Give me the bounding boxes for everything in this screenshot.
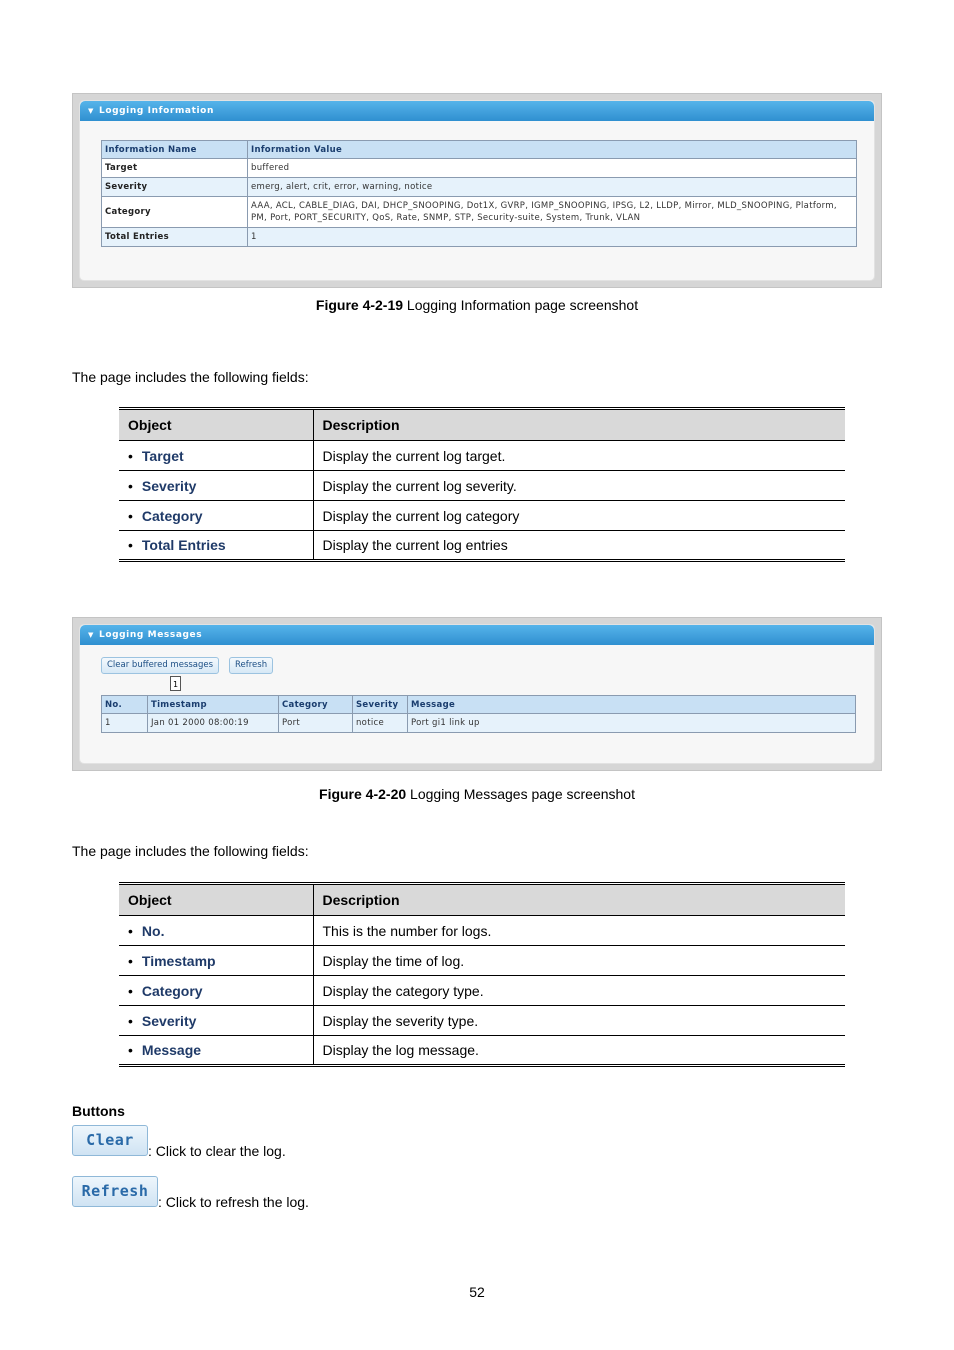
refresh-button-large[interactable]: Refresh (72, 1176, 158, 1207)
bullet-icon: • (128, 477, 133, 494)
intro-text-2: The page includes the following fields: (72, 843, 309, 859)
table-row (119, 531, 845, 561)
table-row (119, 916, 845, 946)
table-row (119, 1036, 845, 1066)
column-header-object: Object (119, 409, 313, 441)
object-description: Display the current log category (313, 501, 845, 531)
row-value-total-entries: 1 (248, 228, 857, 247)
column-header-description: Description (313, 409, 845, 441)
object-name: Total Entries (141, 537, 226, 553)
row-value-category: AAA, ACL, CABLE_DIAG, DAI, DHCP_SNOOPING, Dot1X, GVRP, IGMP_SNOOPING, IPSG, L2, LLDP, Mirror, MLD_SNOOPING, Platform, PM, Port, PORT_SECURITY, QoS, Rate, SNMP, STP, Security-suite, System, Trunk, VLAN (248, 197, 857, 228)
clear-buffered-messages-button[interactable]: Clear buffered messages (101, 657, 219, 674)
object-description: Display the current log target. (313, 441, 845, 471)
column-header-information-value: Information Value (248, 141, 857, 159)
object-description: Display the category type. (313, 976, 845, 1006)
object-description: Display the current log severity. (313, 471, 845, 501)
buttons-heading: Buttons (72, 1103, 125, 1119)
refresh-button[interactable]: Refresh (229, 657, 273, 674)
row-name-total-entries: Total Entries (102, 228, 248, 247)
bullet-icon: • (128, 952, 133, 969)
logging-information-fields-table (119, 407, 845, 562)
panel-title-bar (80, 101, 874, 121)
caption-label: Figure 4-2-19 (315, 297, 404, 313)
column-header-severity: Severity (353, 696, 408, 714)
figure-caption-4-2-20 (0, 786, 954, 802)
object-name: Message (141, 1042, 202, 1058)
column-header-no: No. (102, 696, 148, 714)
logging-messages-screenshot (72, 617, 882, 771)
table-row (119, 976, 845, 1006)
caption-text: Logging Messages page screenshot (406, 786, 635, 802)
caption-text: Logging Information page screenshot (403, 297, 639, 313)
table-row (119, 946, 845, 976)
panel-title: Logging Information (98, 106, 214, 116)
logging-messages-fields-table (119, 882, 845, 1067)
logging-information-screenshot (72, 93, 882, 288)
object-name: Category (141, 982, 203, 999)
collapse-triangle-icon[interactable]: ▼ (88, 631, 94, 639)
object-description: This is the number for logs. (313, 916, 845, 946)
logging-messages-panel (79, 624, 875, 764)
object-name: Category (141, 507, 203, 524)
figure-caption-4-2-19 (0, 297, 954, 313)
column-header-information-name: Information Name (102, 141, 248, 159)
row-name-target: Target (102, 159, 248, 178)
object-description: Display the log message. (313, 1036, 845, 1066)
collapse-triangle-icon[interactable]: ▼ (88, 107, 94, 115)
bullet-icon: • (128, 1042, 133, 1058)
row-value-target: buffered (248, 159, 857, 178)
cell-message: Port gi1 link up (408, 714, 856, 733)
bullet-icon: • (128, 507, 133, 524)
cell-timestamp: Jan 01 2000 08:00:19 (148, 714, 279, 733)
panel-title-bar (80, 625, 874, 645)
cell-category: Port (279, 714, 353, 733)
object-name: No. (141, 922, 165, 939)
object-description: Display the severity type. (313, 1006, 845, 1036)
object-description: Display the time of log. (313, 946, 845, 976)
bullet-icon: • (128, 447, 133, 464)
object-name: Target (141, 447, 184, 464)
column-header-category: Category (279, 696, 353, 714)
row-name-severity: Severity (102, 178, 248, 197)
table-row (119, 441, 845, 471)
column-header-object: Object (119, 884, 313, 916)
logging-messages-table (101, 695, 856, 733)
object-name: Timestamp (141, 952, 216, 969)
table-row (119, 501, 845, 531)
table-row (119, 1006, 845, 1036)
bullet-icon: • (128, 922, 133, 939)
page-number: 52 (469, 1284, 485, 1300)
refresh-button-description: : Click to refresh the log. (158, 1194, 309, 1210)
panel-title: Logging Messages (98, 630, 203, 640)
row-name-category: Category (102, 197, 248, 228)
object-name: Severity (141, 1012, 197, 1029)
clear-button-description: : Click to clear the log. (148, 1143, 286, 1159)
table-row (119, 471, 845, 501)
object-description: Display the current log entries (313, 531, 845, 561)
column-header-description: Description (313, 884, 845, 916)
logging-information-table (101, 140, 857, 247)
clear-button[interactable]: Clear (72, 1125, 148, 1156)
object-name: Severity (141, 477, 197, 494)
caption-label: Figure 4-2-20 (319, 786, 407, 802)
intro-text-1: The page includes the following fields: (72, 369, 309, 385)
cell-no: 1 (102, 714, 148, 733)
bullet-icon: • (128, 537, 133, 553)
bullet-icon: • (128, 1012, 133, 1029)
column-header-timestamp: Timestamp (148, 696, 279, 714)
logging-information-panel (79, 100, 875, 281)
bullet-icon: • (128, 982, 133, 999)
column-header-message: Message (408, 696, 856, 714)
table-row (102, 714, 856, 733)
row-value-severity: emerg, alert, crit, error, warning, notice (248, 178, 857, 197)
page-number-button[interactable]: 1 (170, 676, 181, 691)
cell-severity: notice (353, 714, 408, 733)
